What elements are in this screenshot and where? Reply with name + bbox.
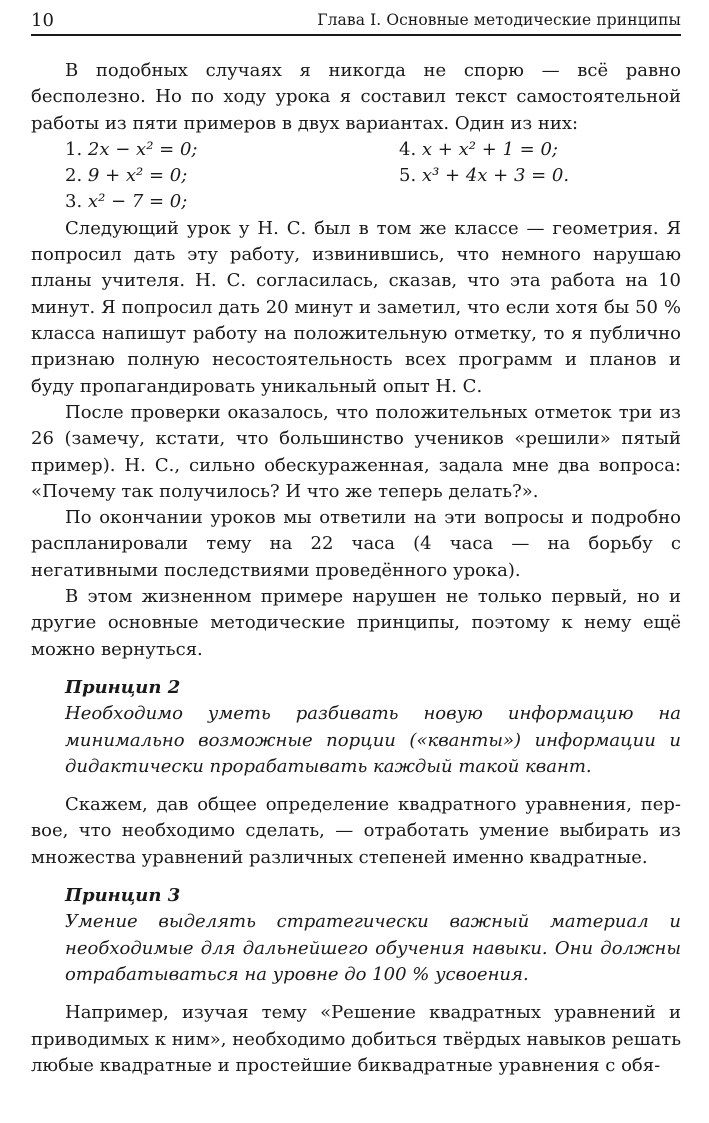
paragraph: В подобных случаях я никогда не спорю — всё равно бесполезно. Но по ходу урока я составил текст самостоятельной работы из пяти примеров в двух вариантах. Один из них: (31, 60, 681, 134)
principle-text: Необходимо уметь разбивать новую информацию на минимально возможные порции («кванты») информации и дидактически прорабатывать каждый такой квант. (65, 703, 681, 777)
example-expression: x² − 7 = 0; (87, 190, 188, 212)
paragraph: Скажем, дав общее определение квадратного уравнения, первое, что необходимо сделать, — отработать умение выбирать из множества уравнений различных степеней именно квадратные. (31, 794, 681, 868)
paragraph: После проверки оказалось, что положительных отметок три из 26 (замечу, кстати, что большинство учеников «решили» пятый пример). Н. С., сильно обескураженная, задала мне два вопроса: «Почему так получилось? И что же теперь делать?». (31, 401, 681, 502)
example-item (399, 163, 569, 189)
paragraph: В этом жизненном примере нарушен не только первый, но и другие основные методические принципы, поэтому к нему ещё можно вернуться. (31, 586, 681, 660)
paragraph: Например, изучая тему «Решение квадратных уравнений и приводимых к ним», необходимо добиться твёрдых навыков решать любые квадратные и простейшие биквадратные уравнения с обя- (31, 1002, 681, 1076)
example-number: 3. (65, 190, 83, 212)
example-expression: x³ + 4x + 3 = 0. (421, 164, 570, 186)
page-body (31, 58, 681, 1079)
example-number: 1. (65, 138, 83, 160)
example-item (399, 137, 558, 163)
paragraph: По окончании уроков мы ответили на эти вопросы и подробно распланировали тему на 22 часа (4 часа — на борьбу с негативными последствиями проведённого урока). (31, 507, 681, 581)
example-number: 4. (399, 138, 417, 160)
example-expression: x + x² + 1 = 0; (421, 138, 558, 160)
example-expression: 9 + x² = 0; (87, 164, 188, 186)
principle-title: Принцип 3 (65, 885, 181, 907)
page-number: 10 (31, 10, 54, 31)
running-head: Глава I. Основные методические принципы (317, 11, 681, 29)
principle-text: Умение выделять стратегически важный материал и необходимые для дальнейшего обучения навыки. Они должны отрабатываться на уровне до 100 % усвоения. (65, 911, 681, 985)
page-header (31, 4, 681, 36)
examples-list (31, 137, 681, 216)
example-number: 2. (65, 164, 83, 186)
principle-block (31, 883, 681, 988)
example-item (65, 163, 187, 189)
example-number: 5. (399, 164, 417, 186)
example-item (65, 189, 187, 215)
example-item (65, 137, 197, 163)
example-expression: 2x − x² = 0; (87, 138, 198, 160)
principle-title: Принцип 2 (65, 676, 181, 698)
paragraph: Следующий урок у Н. С. был в том же классе — геометрия. Я попросил дать эту работу, извинившись, что немного нарушаю планы учителя. Н. С. согласилась, сказав, что эта работа на 10 минут. Я попросил дать 20 минут и заметил, что если хотя бы 50 % класса напишут работу на положительную отметку, то я публично признаю полную несостоятельность всех программ и планов и буду пропагандировать уникальный опыт Н. С. (31, 217, 681, 397)
principle-block (31, 675, 681, 780)
